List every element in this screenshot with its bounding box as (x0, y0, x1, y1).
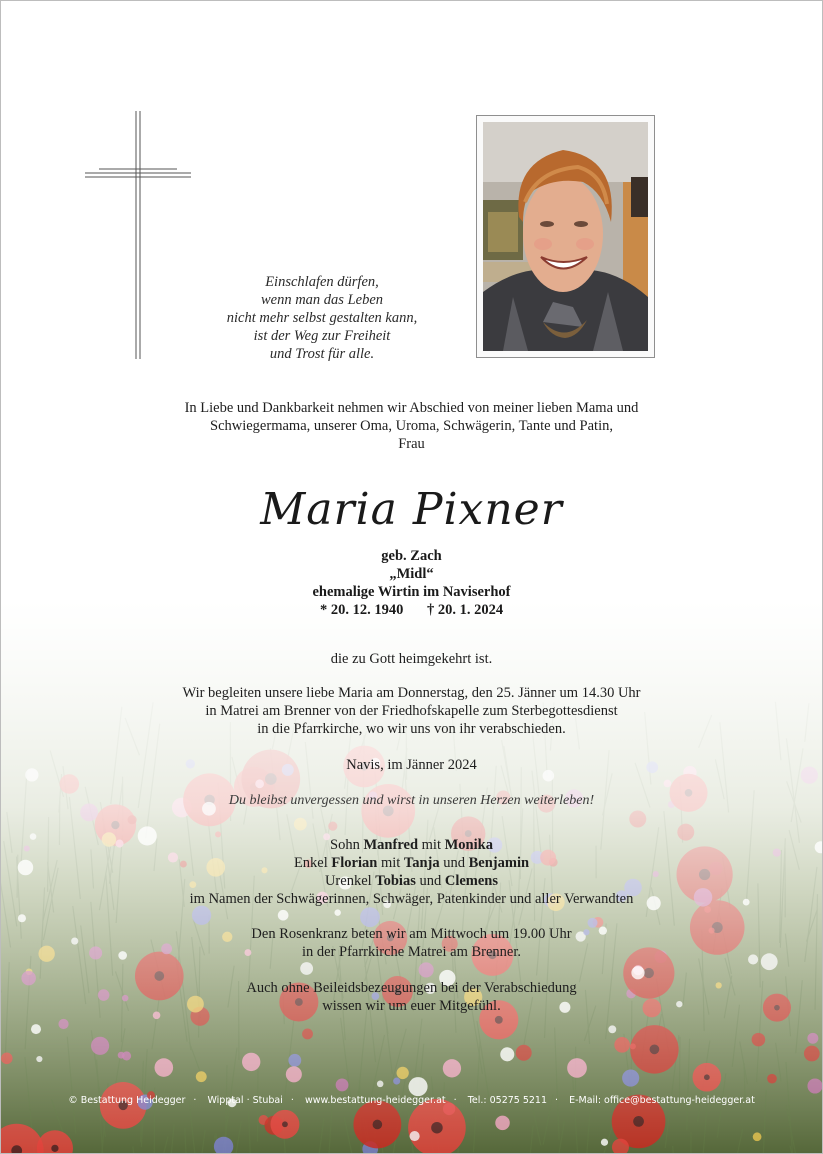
footer-email[interactable]: E-Mail: office@bestattung-heidegger.at (569, 1095, 755, 1106)
motto-line: nicht mehr selbst gestalten kann, (226, 310, 418, 326)
relation-label: Sohn (330, 837, 360, 853)
portrait-photo (483, 122, 648, 351)
intro-line: In Liebe und Dankbarkeit nehmen wir Abschied von meiner lieben Mama und (184, 400, 639, 416)
footer-phone[interactable]: Tel.: 05275 5211 (467, 1095, 548, 1106)
condolence-text (1, 979, 822, 1015)
funeral-text (1, 684, 822, 738)
birth-date: * 20. 12. 1940 (319, 602, 404, 618)
intro-line: Frau (398, 436, 425, 452)
place-date (1, 756, 822, 774)
memorial-quote: Du bleibst unvergessen und wirst in unseren Herzen weiterleben! (228, 793, 595, 808)
family-block (1, 836, 822, 908)
condolence-line: Auch ohne Beileidsbezeugungen bei der Verabschiedung (246, 980, 577, 996)
family-name: Benjamin (468, 855, 530, 871)
family-name: Florian (331, 855, 378, 871)
intro-text (1, 399, 822, 453)
death-date: † 20. 1. 2024 (426, 602, 504, 618)
deceased-name: Maria Pixner (260, 484, 563, 535)
funeral-line: Wir begleiten unsere liebe Maria am Donnerstag, den 25. Jänner um 14.30 Uhr (182, 685, 641, 701)
motto-line: Einschlafen dürfen, (265, 274, 379, 290)
connector: mit (380, 855, 401, 871)
passed-line: die zu Gott heimgekehrt ist. (330, 651, 493, 667)
footer-website[interactable]: www.bestattung-heidegger.at (304, 1095, 446, 1106)
connector: mit (421, 837, 441, 853)
rosary-line: in der Pfarrkirche Matrei am Brenner. (301, 944, 522, 960)
relation-label: Enkel (293, 855, 328, 871)
family-son (1, 836, 822, 854)
motto-line: und Trost für alle. (269, 346, 375, 362)
rosary-text (1, 925, 822, 961)
rosary-line: Den Rosenkranz beten wir am Mittwoch um 19.00 Uhr (251, 926, 572, 942)
cross-icon (85, 111, 191, 361)
life-dates (1, 601, 822, 619)
family-others: im Namen der Schwägerinnen, Schwäger, Patenkinder und aller Verwandten (189, 891, 634, 907)
passed-text (1, 650, 822, 668)
family-name: Manfred (363, 837, 419, 853)
portrait-frame (476, 115, 655, 358)
relation-label: Urenkel (324, 873, 372, 889)
family-name: Tobias (375, 873, 416, 889)
deceased-details (1, 547, 822, 619)
motto-poem (197, 273, 447, 363)
family-greatgrandchildren (1, 872, 822, 890)
footer: © Bestattung Heidegger · Wipptal · Stubai · www.bestattung-heidegger.at · Tel.: 05275 5211 · E-Mail: office@bestattung-heidegger.at (68, 1095, 755, 1106)
family-name: Clemens (444, 873, 499, 889)
connector: und (443, 855, 466, 871)
place-date-line: Navis, im Jänner 2024 (346, 757, 477, 773)
family-name: Monika (444, 837, 493, 853)
occupation: ehemalige Wirtin im Naviserhof (312, 584, 511, 600)
motto-line: ist der Weg zur Freiheit (253, 328, 391, 344)
condolence-line: wissen wir um euer Mitgefühl. (322, 998, 501, 1014)
connector: und (419, 873, 442, 889)
footer-copyright: © Bestattung Heidegger (68, 1095, 186, 1106)
birth-name: geb. Zach (381, 548, 442, 564)
family-grandchildren (1, 854, 822, 872)
footer-region: Wipptal · Stubai (207, 1095, 283, 1106)
nickname: „Midl“ (389, 566, 434, 582)
intro-line: Schwiegermama, unserer Oma, Uroma, Schwägerin, Tante und Patin, (210, 418, 613, 434)
funeral-line: in Matrei am Brenner von der Friedhofskapelle zum Sterbegottesdienst (205, 703, 618, 719)
family-name: Tanja (403, 855, 440, 871)
motto-line: wenn man das Leben (260, 292, 384, 308)
funeral-line: in die Pfarrkirche, wo wir uns von ihr verabschieden. (257, 721, 566, 737)
